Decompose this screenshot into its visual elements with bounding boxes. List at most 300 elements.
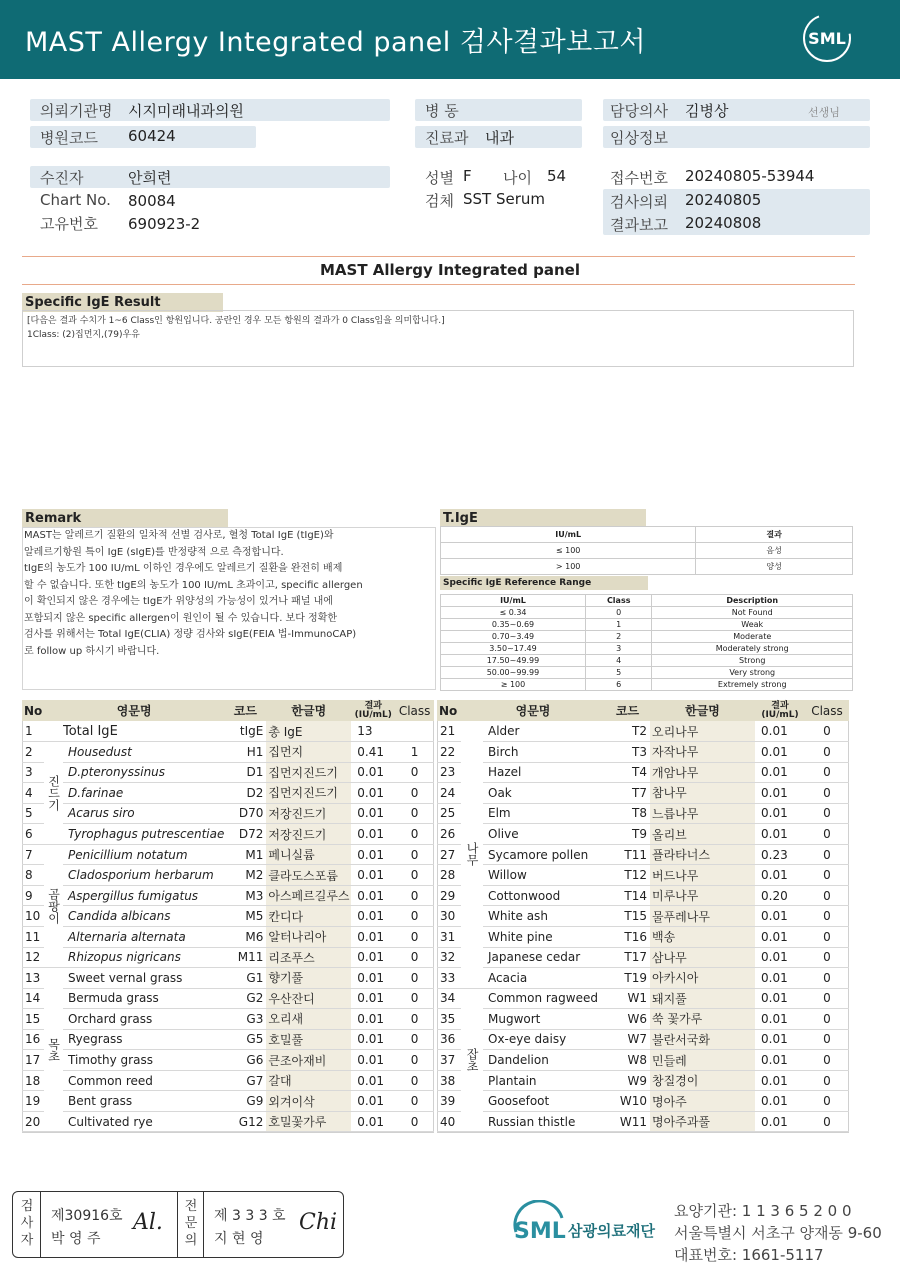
result-english-name: Oak: [483, 783, 605, 804]
result-code: M2: [224, 865, 266, 886]
result-class: 0: [395, 885, 434, 906]
result-class: 0: [805, 926, 849, 947]
specialist-signature: Chi: [299, 1210, 338, 1235]
result-class: 0: [395, 803, 434, 824]
reference-title: Specific IgE Reference Range: [440, 576, 648, 590]
result-english-name: Plantain: [483, 1070, 605, 1091]
result-row: [437, 844, 849, 865]
result-row: [437, 1050, 849, 1071]
result-value: 0.01: [755, 824, 805, 845]
result-code: D72: [224, 824, 266, 845]
result-class: 0: [395, 926, 434, 947]
org-address: 서울특별시 서초구 양재동 9-60: [674, 1224, 882, 1242]
result-english-name: Common reed: [63, 1070, 224, 1091]
result-no: 14: [22, 988, 44, 1009]
result-row: [437, 865, 849, 886]
org-phone: 대표번호: 1661-5117: [674, 1246, 824, 1264]
result-class: 0: [805, 783, 849, 804]
header-no: No: [437, 700, 461, 721]
result-no: 10: [22, 906, 44, 927]
tige-cell: > 100: [441, 559, 696, 575]
receipt-value: 20240805-53944: [685, 167, 815, 185]
result-value: 0.01: [755, 1070, 805, 1091]
reference-row: [441, 619, 853, 631]
org-name: 삼광의료재단: [568, 1222, 655, 1240]
report-label: 결과보고: [610, 216, 668, 234]
result-english-name: Japanese cedar: [483, 947, 605, 968]
report-value: 20240808: [685, 214, 762, 232]
result-no: 37: [437, 1050, 461, 1071]
result-no: 26: [437, 824, 461, 845]
result-korean-name: 호밀풀: [266, 1029, 351, 1050]
institution-value: 시지미래내과의원: [128, 102, 244, 120]
result-class: 0: [395, 906, 434, 927]
reference-row: [441, 643, 853, 655]
reference-cell: 5: [585, 667, 652, 679]
sex-value: F: [463, 167, 472, 185]
specialist-number: 제 3 3 3 호: [214, 1208, 286, 1224]
org-logo-text: SML: [514, 1219, 566, 1244]
group-label: [44, 721, 63, 742]
tester-name: 박 영 주: [51, 1231, 101, 1247]
tester-signature: Al.: [133, 1210, 163, 1235]
result-code: T15: [605, 906, 650, 927]
result-korean-name: 오리나무: [650, 721, 755, 742]
result-english-name: Candida albicans: [63, 906, 224, 927]
age-label: 나이: [503, 169, 532, 187]
remark-line: 포함되지 않은 specific allergen이 원인이 될 수 있습니다. 보다 정확한: [24, 612, 338, 624]
result-value: 0.01: [351, 844, 395, 865]
result-code: W6: [605, 1009, 650, 1030]
result-value: 0.01: [755, 721, 805, 742]
result-class: 0: [395, 947, 434, 968]
result-code: T17: [605, 947, 650, 968]
result-row: [437, 1070, 849, 1091]
result-class: 0: [805, 1070, 849, 1091]
result-no: 17: [22, 1050, 44, 1071]
result-no: 38: [437, 1070, 461, 1091]
reference-row: [441, 655, 853, 667]
tige-header: IU/mL: [441, 527, 696, 543]
result-value: 0.01: [351, 1009, 395, 1030]
result-code: G3: [224, 1009, 266, 1030]
reference-cell: Not Found: [652, 607, 853, 619]
reference-cell: ≤ 0.34: [441, 607, 586, 619]
reference-cell: 6: [585, 679, 652, 691]
group-label: 목초: [44, 968, 63, 1132]
result-english-name: Alternaria alternata: [63, 926, 224, 947]
age-value: 54: [547, 167, 567, 185]
reference-header: Class: [585, 595, 652, 607]
result-class: 0: [395, 1050, 434, 1071]
result-korean-name: 미루나무: [650, 885, 755, 906]
remark-line: 로 follow up 하시기 바랍니다.: [24, 645, 160, 657]
ward-label: 병 동: [425, 102, 459, 120]
report-header: [0, 0, 900, 79]
result-english-name: Tyrophagus putrescentiae: [63, 824, 224, 845]
result-english-name: D.farinae: [63, 783, 224, 804]
result-class: 0: [395, 1111, 434, 1132]
result-english-name: Orchard grass: [63, 1009, 224, 1030]
result-value: 0.01: [755, 906, 805, 927]
result-code: G2: [224, 988, 266, 1009]
result-code: T3: [605, 742, 650, 763]
reference-cell: 4: [585, 655, 652, 667]
result-row: [437, 824, 849, 845]
result-class: 0: [395, 1091, 434, 1112]
tige-cell: 음성: [696, 543, 853, 559]
result-english-name: Ryegrass: [63, 1029, 224, 1050]
result-value: 0.01: [351, 1091, 395, 1112]
result-no: 27: [437, 844, 461, 865]
result-value: 0.01: [755, 783, 805, 804]
id-value: 690923-2: [128, 215, 201, 233]
result-no: 28: [437, 865, 461, 886]
result-value: 0.01: [351, 1029, 395, 1050]
result-class: 0: [805, 1111, 849, 1132]
result-no: 40: [437, 1111, 461, 1132]
reference-cell: Moderate: [652, 631, 853, 643]
result-code: W8: [605, 1050, 650, 1071]
result-row: [22, 1029, 434, 1050]
result-korean-name: 알터나리아: [266, 926, 351, 947]
header-class: Class: [805, 700, 849, 721]
result-class: [395, 721, 434, 742]
result-no: 20: [22, 1111, 44, 1132]
result-row: [22, 1009, 434, 1030]
result-row: [437, 803, 849, 824]
result-korean-name: 물푸레나무: [650, 906, 755, 927]
result-code: M11: [224, 947, 266, 968]
result-class: 0: [395, 1029, 434, 1050]
org-logo: [512, 1200, 662, 1260]
result-no: 34: [437, 988, 461, 1009]
result-no: 2: [22, 742, 44, 763]
specialist-name: 지 현 영: [214, 1231, 264, 1247]
result-korean-name: 집먼지: [266, 742, 351, 763]
result-class: 0: [805, 1029, 849, 1050]
org-code: 요양기관: 1 1 3 6 5 2 0 0: [674, 1202, 852, 1220]
result-no: 21: [437, 721, 461, 742]
result-value: 0.01: [755, 926, 805, 947]
result-korean-name: 불란서국화: [650, 1029, 755, 1050]
result-korean-name: 저장진드기: [266, 803, 351, 824]
reference-cell: ≥ 100: [441, 679, 586, 691]
result-row: [437, 762, 849, 783]
result-row: [437, 947, 849, 968]
header-result: 결과 (IU/mL): [351, 700, 395, 721]
result-class: 0: [805, 1050, 849, 1071]
result-code: G1: [224, 968, 266, 989]
result-code: T12: [605, 865, 650, 886]
result-no: 39: [437, 1091, 461, 1112]
header-kr: 한글명: [266, 700, 351, 721]
specific-ige-box: [22, 310, 854, 367]
result-value: 0.01: [351, 865, 395, 886]
result-value: 0.01: [351, 988, 395, 1009]
result-no: 22: [437, 742, 461, 763]
result-class: 1: [395, 742, 434, 763]
result-row: [22, 1050, 434, 1071]
reference-cell: Extremely strong: [652, 679, 853, 691]
result-class: 0: [395, 988, 434, 1009]
result-english-name: Bermuda grass: [63, 988, 224, 1009]
result-row: [437, 1029, 849, 1050]
id-label: 고유번호: [40, 215, 98, 233]
result-value: 0.01: [755, 1091, 805, 1112]
result-row: [22, 783, 434, 804]
result-korean-name: 명아주과풀: [650, 1111, 755, 1132]
result-row: [437, 783, 849, 804]
tester-number: 제30916호: [51, 1208, 123, 1224]
header-class: Class: [395, 700, 434, 721]
result-korean-name: 오리새: [266, 1009, 351, 1030]
remark-line: tIgE의 농도가 100 IU/mL 이하인 경우에도 알레르기 질환을 완전히 배제: [24, 563, 343, 574]
result-row: [437, 1111, 849, 1132]
result-class: 0: [805, 824, 849, 845]
tige-table: [440, 526, 853, 575]
sex-label: 성별: [425, 169, 454, 187]
result-korean-name: 페니실륨: [266, 844, 351, 865]
header-code: 코드: [224, 700, 266, 721]
result-code: M1: [224, 844, 266, 865]
result-no: 7: [22, 844, 44, 865]
result-value: 0.01: [351, 947, 395, 968]
result-english-name: White pine: [483, 926, 605, 947]
result-class: 0: [805, 906, 849, 927]
result-class: 0: [805, 1091, 849, 1112]
result-english-name: Dandelion: [483, 1050, 605, 1071]
reference-header: Description: [652, 595, 853, 607]
result-value: 0.01: [351, 803, 395, 824]
report-title: MAST Allergy Integrated panel 검사결과보고서: [25, 27, 646, 58]
group-label: 곰팡이: [44, 844, 63, 967]
result-korean-name: 아스페르길루스: [266, 885, 351, 906]
result-class: 0: [395, 824, 434, 845]
reference-cell: 2: [585, 631, 652, 643]
reference-cell: Moderately strong: [652, 643, 853, 655]
result-value: 0.01: [351, 1111, 395, 1132]
result-class: 0: [805, 803, 849, 824]
result-english-name: Aspergillus fumigatus: [63, 885, 224, 906]
result-no: 30: [437, 906, 461, 927]
result-english-name: Common ragweed: [483, 988, 605, 1009]
result-english-name: Hazel: [483, 762, 605, 783]
tige-title: T.IgE: [440, 509, 646, 528]
result-english-name: Cultivated rye: [63, 1111, 224, 1132]
result-no: 36: [437, 1029, 461, 1050]
result-english-name: D.pteronyssinus: [63, 762, 224, 783]
result-english-name: Housedust: [63, 742, 224, 763]
result-value: 0.01: [755, 1029, 805, 1050]
result-row: [22, 824, 434, 845]
result-english-name: Rhizopus nigricans: [63, 947, 224, 968]
reference-cell: Weak: [652, 619, 853, 631]
result-korean-name: 명아주: [650, 1091, 755, 1112]
result-no: 29: [437, 885, 461, 906]
result-code: M3: [224, 885, 266, 906]
specific-ige-note: [다음은 결과 수치가 1~6 Class인 항원입니다. 공란인 경우 모든 항원의 결과가 0 Class임을 의미합니다.]: [27, 316, 445, 326]
result-row: [22, 988, 434, 1009]
specimen-label: 검체: [425, 192, 454, 210]
group-label: 잡초: [461, 988, 483, 1132]
result-class: 0: [805, 865, 849, 886]
reference-cell: 50.00~99.99: [441, 667, 586, 679]
result-code: T9: [605, 824, 650, 845]
header-en: 영문명: [461, 700, 605, 721]
result-korean-name: 버드나무: [650, 865, 755, 886]
result-value: 0.01: [755, 762, 805, 783]
reference-header: IU/mL: [441, 595, 586, 607]
result-english-name: Bent grass: [63, 1091, 224, 1112]
group-label: 나무: [461, 721, 483, 988]
result-code: T7: [605, 783, 650, 804]
remark-line: 검사를 위해서는 Total IgE(CLIA) 정량 검사와 sIgE(FEIA 법-ImmunoCAP): [24, 629, 357, 640]
result-korean-name: 민들레: [650, 1050, 755, 1071]
reference-cell: 0.35~0.69: [441, 619, 586, 631]
doctor-suffix: 선생님: [808, 106, 840, 119]
specific-ige-line: 1Class: (2)집먼지,(79)우유: [27, 330, 140, 340]
divider: [22, 284, 855, 285]
result-no: 15: [22, 1009, 44, 1030]
result-no: 3: [22, 762, 44, 783]
reference-row: [441, 607, 853, 619]
result-row: [437, 988, 849, 1009]
reference-cell: 3.50~17.49: [441, 643, 586, 655]
sml-logo-icon: [512, 1200, 662, 1256]
result-value: 0.01: [755, 947, 805, 968]
result-english-name: Total IgE: [63, 721, 224, 742]
result-code: T14: [605, 885, 650, 906]
result-no: 35: [437, 1009, 461, 1030]
result-korean-name: 플라타너스: [650, 844, 755, 865]
result-value: 0.01: [351, 1070, 395, 1091]
result-code: G12: [224, 1111, 266, 1132]
hospital-code-value: 60424: [128, 127, 176, 145]
result-code: G9: [224, 1091, 266, 1112]
result-korean-name: 저장진드기: [266, 824, 351, 845]
result-row: [22, 1070, 434, 1091]
remark-line: 이 확인되지 않은 경우에는 tIgE가 위양성의 가능성이 있거나 패널 내에: [24, 596, 333, 607]
result-korean-name: 리조푸스: [266, 947, 351, 968]
result-code: D2: [224, 783, 266, 804]
panel-title: MAST Allergy Integrated panel: [319, 261, 580, 279]
patient-value: 안희련: [128, 169, 172, 187]
result-korean-name: 백송: [650, 926, 755, 947]
institution-label: 의뢰기관명: [40, 102, 113, 120]
result-class: 0: [805, 721, 849, 742]
result-class: 0: [395, 783, 434, 804]
result-english-name: Olive: [483, 824, 605, 845]
remark-text: [24, 528, 434, 660]
result-korean-name: 우산잔디: [266, 988, 351, 1009]
tige-cell: ≤ 100: [441, 543, 696, 559]
result-english-name: Cladosporium herbarum: [63, 865, 224, 886]
result-no: 33: [437, 968, 461, 989]
result-english-name: Goosefoot: [483, 1091, 605, 1112]
result-value: 0.20: [755, 885, 805, 906]
result-class: 0: [395, 762, 434, 783]
result-no: 1: [22, 721, 44, 742]
result-row: [437, 926, 849, 947]
result-no: 23: [437, 762, 461, 783]
tige-cell: 양성: [696, 559, 853, 575]
result-row: [22, 1111, 434, 1132]
result-no: 8: [22, 865, 44, 886]
result-class: 0: [805, 947, 849, 968]
result-english-name: Willow: [483, 865, 605, 886]
result-korean-name: 자작나무: [650, 742, 755, 763]
result-no: 9: [22, 885, 44, 906]
header-no: No: [22, 700, 44, 721]
result-code: W7: [605, 1029, 650, 1050]
result-no: 24: [437, 783, 461, 804]
result-row: [22, 742, 434, 763]
result-no: 32: [437, 947, 461, 968]
divider: [22, 256, 855, 257]
result-korean-name: 집먼지진드기: [266, 762, 351, 783]
result-value: 0.01: [351, 762, 395, 783]
result-row: [437, 721, 849, 742]
reference-cell: 3: [585, 643, 652, 655]
result-code: T2: [605, 721, 650, 742]
receipt-label: 접수번호: [610, 169, 668, 187]
clinical-label: 임상정보: [610, 129, 668, 147]
reference-cell: 0: [585, 607, 652, 619]
chart-label: Chart No.: [40, 191, 111, 209]
results-table-right: [437, 700, 849, 1132]
result-english-name: Timothy grass: [63, 1050, 224, 1071]
tester-label: 검사자: [20, 1199, 34, 1248]
result-english-name: Sycamore pollen: [483, 844, 605, 865]
result-english-name: Cottonwood: [483, 885, 605, 906]
result-korean-name: 향기풀: [266, 968, 351, 989]
specialist-label: 전문의: [184, 1199, 198, 1248]
result-english-name: Acarus siro: [63, 803, 224, 824]
dept-label: 진료과: [425, 129, 469, 147]
result-value: 0.01: [351, 926, 395, 947]
result-code: M5: [224, 906, 266, 927]
result-code: M6: [224, 926, 266, 947]
result-code: tIgE: [224, 721, 266, 742]
result-no: 6: [22, 824, 44, 845]
result-code: D1: [224, 762, 266, 783]
result-code: W1: [605, 988, 650, 1009]
result-no: 19: [22, 1091, 44, 1112]
result-code: W10: [605, 1091, 650, 1112]
result-no: 31: [437, 926, 461, 947]
specimen-value: SST Serum: [463, 190, 546, 208]
result-korean-name: 집먼지진드기: [266, 783, 351, 804]
result-value: 0.01: [755, 1009, 805, 1030]
result-korean-name: 느릅나무: [650, 803, 755, 824]
result-code: T16: [605, 926, 650, 947]
result-english-name: White ash: [483, 906, 605, 927]
result-english-name: Alder: [483, 721, 605, 742]
sml-logo-text: SML: [808, 29, 846, 48]
result-no: 11: [22, 926, 44, 947]
result-korean-name: 갈대: [266, 1070, 351, 1091]
remark-title: Remark: [22, 509, 228, 528]
result-value: 0.01: [755, 742, 805, 763]
results-table-left: [22, 700, 434, 1132]
result-english-name: Birch: [483, 742, 605, 763]
result-class: 0: [805, 885, 849, 906]
result-row: [437, 1091, 849, 1112]
remark-line: MAST는 알레르기 질환의 일차적 선별 검사로, 혈청 Total IgE (tIgE)와: [24, 530, 334, 541]
result-korean-name: 돼지풀: [650, 988, 755, 1009]
result-code: T8: [605, 803, 650, 824]
